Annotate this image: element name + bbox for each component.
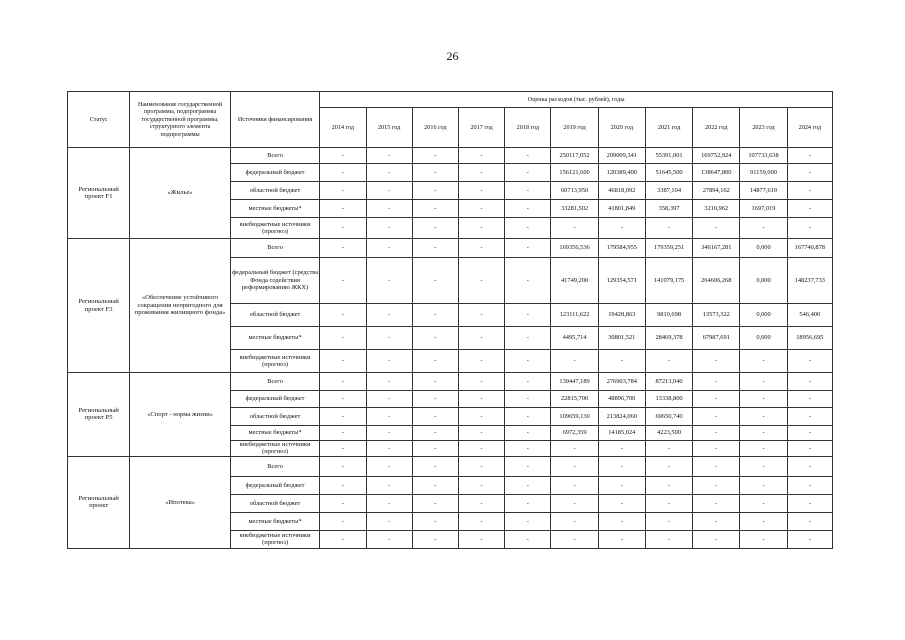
value-cell: - [412, 182, 458, 200]
value-cell: - [458, 373, 504, 391]
funding-source: внебюджетные источники (прогноз) [230, 350, 319, 373]
value-cell: - [412, 304, 458, 327]
value-cell: - [740, 512, 787, 530]
value-cell: - [505, 350, 551, 373]
value-cell: - [787, 200, 832, 218]
header-year: 2016 год [412, 108, 458, 148]
group-name: «Ипотека» [130, 456, 231, 548]
value-cell: - [598, 350, 645, 373]
value-cell: - [366, 350, 412, 373]
funding-source: областной бюджет [230, 408, 319, 426]
value-cell: - [787, 182, 832, 200]
value-cell: - [458, 476, 504, 494]
value-cell: - [740, 426, 787, 441]
value-cell: - [412, 426, 458, 441]
value-cell: 179584,955 [598, 239, 645, 258]
value-cell: - [551, 530, 598, 548]
header-year: 2021 год [645, 108, 692, 148]
value-cell: - [645, 476, 692, 494]
header-year: 2024 год [787, 108, 832, 148]
value-cell: - [645, 218, 692, 239]
value-cell: - [505, 426, 551, 441]
value-cell: - [645, 441, 692, 457]
value-cell: - [412, 148, 458, 164]
funding-source: местные бюджеты* [230, 512, 319, 530]
value-cell: - [366, 494, 412, 512]
header-year: 2019 год [551, 108, 598, 148]
value-cell: - [787, 530, 832, 548]
value-cell: - [458, 494, 504, 512]
value-cell: - [366, 164, 412, 182]
table-row [68, 239, 833, 258]
value-cell: 276903,784 [598, 373, 645, 391]
value-cell: - [505, 182, 551, 200]
value-cell: - [412, 373, 458, 391]
funding-source: местные бюджеты* [230, 426, 319, 441]
group-status: Региональный проект [68, 456, 130, 548]
group-name: «Жилье» [130, 148, 231, 239]
value-cell: - [740, 456, 787, 476]
header-year: 2023 год [740, 108, 787, 148]
value-cell: - [366, 408, 412, 426]
value-cell: - [458, 441, 504, 457]
value-cell: - [505, 164, 551, 182]
value-cell: 41801,849 [598, 200, 645, 218]
value-cell: - [551, 441, 598, 457]
value-cell: - [693, 530, 740, 548]
value-cell: - [505, 476, 551, 494]
value-cell: 264606,268 [693, 258, 740, 304]
value-cell: 46818,092 [598, 182, 645, 200]
value-cell: 129354,571 [598, 258, 645, 304]
value-cell: 4495,714 [551, 327, 598, 350]
value-cell: 87213,040 [645, 373, 692, 391]
value-cell: - [458, 148, 504, 164]
value-cell: 6972,359 [551, 426, 598, 441]
value-cell: - [505, 391, 551, 408]
value-cell: - [366, 182, 412, 200]
value-cell: - [366, 512, 412, 530]
value-cell: 0,000 [740, 239, 787, 258]
value-cell: 250117,052 [551, 148, 598, 164]
funding-source: федеральный бюджет [230, 164, 319, 182]
value-cell: - [458, 426, 504, 441]
value-cell: 148237,733 [787, 258, 832, 304]
value-cell: - [412, 327, 458, 350]
value-cell: - [787, 373, 832, 391]
value-cell: - [366, 148, 412, 164]
value-cell: 14185,024 [598, 426, 645, 441]
header-sources: Источники финансирования [230, 92, 319, 148]
header-year: 2018 год [505, 108, 551, 148]
value-cell: - [505, 239, 551, 258]
value-cell: - [551, 494, 598, 512]
funding-source: Всего [230, 148, 319, 164]
value-cell: 22815,700 [551, 391, 598, 408]
header-status: Статус [68, 92, 130, 148]
value-cell: 9810,698 [645, 304, 692, 327]
value-cell: - [693, 512, 740, 530]
value-cell: - [366, 426, 412, 441]
value-cell: - [505, 148, 551, 164]
value-cell: - [645, 350, 692, 373]
value-cell: - [740, 373, 787, 391]
value-cell: - [740, 476, 787, 494]
funding-source: местные бюджеты* [230, 200, 319, 218]
value-cell: - [458, 218, 504, 239]
value-cell: - [787, 350, 832, 373]
value-cell: - [458, 258, 504, 304]
funding-source: областной бюджет [230, 494, 319, 512]
value-cell: - [787, 408, 832, 426]
value-cell: - [458, 182, 504, 200]
value-cell: 167740,878 [787, 239, 832, 258]
value-cell: - [505, 494, 551, 512]
value-cell: - [505, 530, 551, 548]
value-cell: 138647,800 [693, 164, 740, 182]
value-cell: 358,397 [645, 200, 692, 218]
value-cell: - [693, 476, 740, 494]
value-cell: - [740, 441, 787, 457]
value-cell: - [458, 200, 504, 218]
value-cell: - [787, 218, 832, 239]
value-cell: - [645, 494, 692, 512]
value-cell: 169752,924 [693, 148, 740, 164]
value-cell: - [366, 200, 412, 218]
value-cell: - [458, 164, 504, 182]
value-cell: - [505, 408, 551, 426]
value-cell: - [320, 408, 366, 426]
value-cell: - [693, 456, 740, 476]
value-cell: 0,000 [740, 304, 787, 327]
value-cell: 546,400 [787, 304, 832, 327]
value-cell: - [320, 512, 366, 530]
value-cell: - [740, 218, 787, 239]
value-cell: - [598, 476, 645, 494]
value-cell: - [458, 530, 504, 548]
value-cell: - [412, 258, 458, 304]
funding-source: областной бюджет [230, 182, 319, 200]
funding-source: федеральный бюджет [230, 391, 319, 408]
value-cell: - [320, 476, 366, 494]
value-cell: 156121,600 [551, 164, 598, 182]
value-cell: - [412, 350, 458, 373]
value-cell: - [598, 494, 645, 512]
funding-source: Всего [230, 373, 319, 391]
value-cell: 109659,130 [551, 408, 598, 426]
value-cell: - [320, 200, 366, 218]
value-cell: 69650,740 [645, 408, 692, 426]
value-cell: - [458, 239, 504, 258]
value-cell: - [740, 408, 787, 426]
value-cell: 30801,521 [598, 327, 645, 350]
group-status: Региональный проект F1 [68, 148, 130, 239]
value-cell: - [693, 408, 740, 426]
value-cell: 1697,019 [740, 200, 787, 218]
value-cell: - [412, 476, 458, 494]
value-cell: - [412, 218, 458, 239]
value-cell: - [693, 350, 740, 373]
value-cell: - [693, 373, 740, 391]
value-cell: - [505, 441, 551, 457]
value-cell: 0,000 [740, 327, 787, 350]
value-cell: - [693, 426, 740, 441]
value-cell: - [505, 456, 551, 476]
value-cell: 123111,622 [551, 304, 598, 327]
value-cell: - [366, 530, 412, 548]
value-cell: - [366, 391, 412, 408]
value-cell: 67987,691 [693, 327, 740, 350]
header-year: 2017 год [458, 108, 504, 148]
value-cell: - [320, 441, 366, 457]
value-cell: - [787, 456, 832, 476]
value-cell: 91159,000 [740, 164, 787, 182]
value-cell: - [412, 391, 458, 408]
table-row [68, 373, 833, 391]
value-cell: - [505, 304, 551, 327]
value-cell: - [366, 456, 412, 476]
value-cell: - [787, 441, 832, 457]
value-cell: - [320, 258, 366, 304]
value-cell: - [551, 350, 598, 373]
value-cell: - [645, 512, 692, 530]
value-cell: - [412, 494, 458, 512]
value-cell: - [320, 391, 366, 408]
value-cell: - [458, 327, 504, 350]
value-cell: 48896,700 [598, 391, 645, 408]
value-cell: 13573,322 [693, 304, 740, 327]
value-cell: - [412, 408, 458, 426]
table-row [68, 456, 833, 476]
value-cell: - [740, 391, 787, 408]
value-cell: - [412, 239, 458, 258]
value-cell: - [458, 512, 504, 530]
value-cell: 14877,619 [740, 182, 787, 200]
funding-source: федеральный бюджет (средства Фонда содействия реформированию ЖКХ) [230, 258, 319, 304]
value-cell: - [320, 327, 366, 350]
table-row [68, 148, 833, 164]
funding-source: внебюджетные источники (прогноз) [230, 530, 319, 548]
funding-source: Всего [230, 239, 319, 258]
value-cell: 169356,536 [551, 239, 598, 258]
value-cell: - [412, 441, 458, 457]
value-cell: - [366, 327, 412, 350]
header-estimate: Оценка расходов (тыс. рублей), годы [320, 92, 833, 108]
funding-source: местные бюджеты* [230, 327, 319, 350]
value-cell: - [693, 441, 740, 457]
value-cell: - [505, 218, 551, 239]
value-cell: - [320, 494, 366, 512]
value-cell: - [693, 218, 740, 239]
value-cell: - [740, 530, 787, 548]
value-cell: - [412, 456, 458, 476]
value-cell: - [598, 456, 645, 476]
value-cell: - [458, 391, 504, 408]
value-cell: - [320, 182, 366, 200]
page-number: 26 [446, 49, 459, 63]
value-cell: 51645,500 [645, 164, 692, 182]
value-cell: 33281,502 [551, 200, 598, 218]
value-cell: - [505, 512, 551, 530]
value-cell: - [787, 164, 832, 182]
value-cell: - [551, 476, 598, 494]
value-cell: - [320, 456, 366, 476]
value-cell: - [645, 456, 692, 476]
header-year: 2015 год [366, 108, 412, 148]
funding-source: областной бюджет [230, 304, 319, 327]
header-year: 2014 год [320, 108, 366, 148]
value-cell: - [598, 512, 645, 530]
funding-source: внебюджетные источники (прогноз) [230, 218, 319, 239]
value-cell: 141079,175 [645, 258, 692, 304]
group-status: Региональный проект P5 [68, 373, 130, 457]
value-cell: - [598, 530, 645, 548]
value-cell: - [320, 164, 366, 182]
header-year: 2020 год [598, 108, 645, 148]
value-cell: 346167,281 [693, 239, 740, 258]
group-name: «Обеспечение устойчивого сокращения непригодного для проживания жилищного фонда» [130, 239, 231, 373]
value-cell: 179359,251 [645, 239, 692, 258]
value-cell: - [320, 218, 366, 239]
value-cell: 13338,800 [645, 391, 692, 408]
value-cell: - [505, 258, 551, 304]
value-cell: - [412, 512, 458, 530]
value-cell: - [458, 408, 504, 426]
value-cell: - [598, 218, 645, 239]
value-cell: - [366, 258, 412, 304]
funding-source: внебюджетные источники (прогноз) [230, 441, 319, 457]
value-cell: - [366, 373, 412, 391]
value-cell: - [787, 148, 832, 164]
value-cell: 19428,863 [598, 304, 645, 327]
value-cell: - [458, 456, 504, 476]
value-cell: - [787, 494, 832, 512]
value-cell: - [505, 327, 551, 350]
value-cell: - [458, 304, 504, 327]
value-cell: - [598, 441, 645, 457]
value-cell: 209009,341 [598, 148, 645, 164]
funding-source: Всего [230, 456, 319, 476]
value-cell: 0,000 [740, 258, 787, 304]
value-cell: - [551, 218, 598, 239]
value-cell: - [787, 476, 832, 494]
value-cell: - [366, 239, 412, 258]
value-cell: 107733,638 [740, 148, 787, 164]
value-cell: - [320, 373, 366, 391]
value-cell: - [693, 391, 740, 408]
value-cell: - [505, 373, 551, 391]
value-cell: 120389,400 [598, 164, 645, 182]
value-cell: - [505, 200, 551, 218]
value-cell: - [320, 304, 366, 327]
group-name: «Спорт - норма жизни» [130, 373, 231, 457]
value-cell: 3210,962 [693, 200, 740, 218]
value-cell: 4223,500 [645, 426, 692, 441]
value-cell: 18956,695 [787, 327, 832, 350]
value-cell: - [693, 494, 740, 512]
value-cell: - [787, 512, 832, 530]
value-cell: - [366, 218, 412, 239]
value-cell: 3387,104 [645, 182, 692, 200]
value-cell: - [645, 530, 692, 548]
value-cell: - [366, 476, 412, 494]
value-cell: - [740, 494, 787, 512]
value-cell: - [320, 239, 366, 258]
value-cell: - [366, 304, 412, 327]
value-cell: - [320, 530, 366, 548]
value-cell: 213824,060 [598, 408, 645, 426]
value-cell: - [320, 426, 366, 441]
value-cell: - [551, 512, 598, 530]
value-cell: 139447,189 [551, 373, 598, 391]
value-cell: 28469,378 [645, 327, 692, 350]
value-cell: 41749,200 [551, 258, 598, 304]
header-year: 2022 год [693, 108, 740, 148]
value-cell: 27894,162 [693, 182, 740, 200]
expenses-table [67, 91, 833, 549]
value-cell: - [320, 350, 366, 373]
value-cell: - [320, 148, 366, 164]
value-cell: - [458, 350, 504, 373]
value-cell: - [787, 426, 832, 441]
value-cell: - [412, 164, 458, 182]
value-cell: - [412, 530, 458, 548]
header-program-name: Наименование государственной программы, подпрограммы государственной программы, структурного элемента подпрограммы [130, 92, 231, 148]
group-status: Региональный проект F3 [68, 239, 130, 373]
value-cell: 60713,950 [551, 182, 598, 200]
value-cell: 55391,001 [645, 148, 692, 164]
value-cell: - [412, 200, 458, 218]
value-cell: - [740, 350, 787, 373]
value-cell: - [787, 391, 832, 408]
value-cell: - [551, 456, 598, 476]
value-cell: - [366, 441, 412, 457]
funding-source: федеральный бюджет [230, 476, 319, 494]
